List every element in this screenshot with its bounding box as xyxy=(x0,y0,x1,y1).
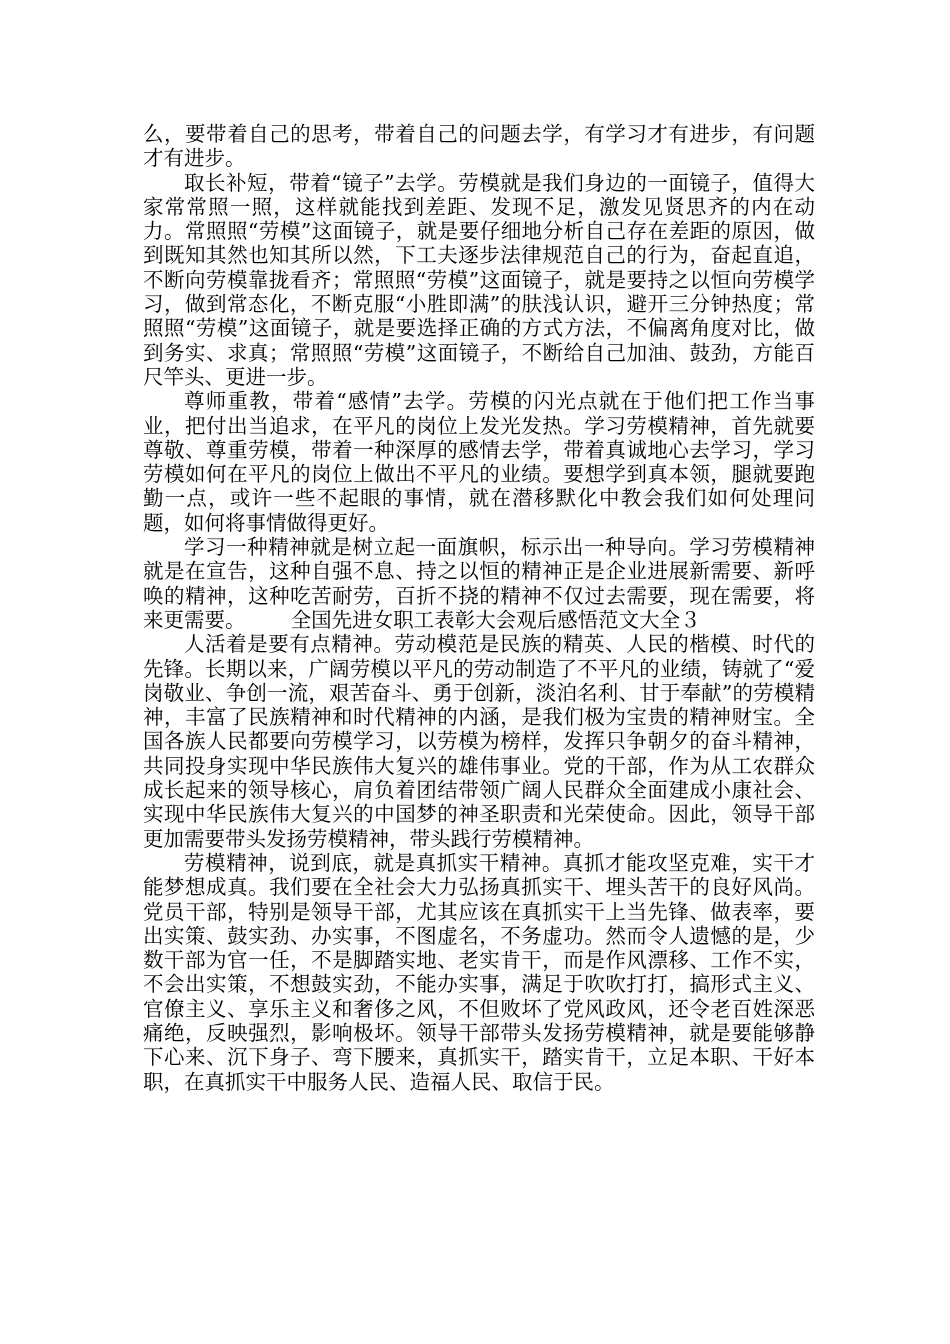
paragraph-1-text: 么，要带着自己的思考，带着自己的问题去学，有学习才有进步，有问题才有进步。 xyxy=(143,122,815,171)
paragraph-4-text: 学习一种精神就是树立起一面旗帜，标示出一种导向。学习劳模精神就是在宣告，这种自强不息、持之以恒的精神正是企业进展新需要、新呼唤的精神，这种吃苦耐劳，百折不挠的精神不仅过去需要，现在需要，将来更需要。 xyxy=(143,535,815,632)
paragraph-6-text: 劳模精神，说到底，就是真抓实干精神。真抓才能攻坚克难，实干才能梦想成真。我们要在全社会大力弘扬真抓实干、埋头苦干的良好风尚。党员干部，特别是领导干部，尤其应该在真抓实干上当先锋、做表率，要出实策、鼓实劲、办实事，不图虚名，不务虚功。然而令人遗憾的是，少数干部为官一任，不是脚踏实地、老实肯干，而是作风漂移、工作不实，不会出实策，不想鼓实劲，不能办实事，满足于吹吹打打，搞形式主义、官僚主义、享乐主义和奢侈之风，不但败坏了党风政风，还令老百姓深恶痛绝，反映强烈，影响极坏。领导干部带头发扬劳模精神，就是要能够静下心来、沉下身子、弯下腰来，真抓实干，踏实肯干，立足本职、干好本职，在真抓实干中服务人民、造福人民、取信于民。 xyxy=(143,850,815,1094)
paragraph-1 xyxy=(143,122,815,171)
paragraph-2 xyxy=(143,171,815,390)
paragraph-2-text: 取长补短，带着“镜子”去学。劳模就是我们身边的一面镜子，值得大家常常照一照，这样就能找到差距、发现不足，激发见贤思齐的内在动力。常照照“劳模”这面镜子，就是要仔细地分析自己存在差距的原因，做到既知其然也知其所以然，下工夫逐步法律规范自己的行为，奋起直追，不断向劳模靠拢看齐；常照照“劳模”这面镜子，就是要持之以恒向劳模学习，做到常态化，不断克服“小胜即满”的肤浅认识，避开三分钟热度；常照照“劳模”这面镜子，就是要选择正确的方式方法，不偏离角度对比，做到务实、求真；常照照“劳模”这面镜子，不断给自己加油、鼓劲，方能百尺竿头、更进一步。 xyxy=(143,170,815,389)
paragraph-5-text: 人活着是要有点精神。劳动模范是民族的精英、人民的楷模、时代的先锋。长期以来，广阔劳模以平凡的劳动制造了不平凡的业绩，铸就了“爱岗敬业、争创一流，艰苦奋斗、勇于创新，淡泊名利、甘于奉献”的劳模精神，丰富了民族精神和时代精神的内涵，是我们极为宝贵的精神财宝。全国各族人民都要向劳模学习，以劳模为榜样，发挥只争朝夕的奋斗精神，共同投身实现中华民族伟大复兴的雄伟事业。党的干部，作为从工农群众成长起来的领导核心，肩负着团结带领广阔人民群众全面建成小康社会、实现中华民族伟大复兴的中国梦的神圣职责和光荣使命。因此，领导干部更加需要带头发扬劳模精神，带头践行劳模精神。 xyxy=(143,632,815,851)
section-heading: 全国先进女职工表彰大会观后感悟范文大全３ xyxy=(290,607,701,632)
document-body xyxy=(143,122,815,1094)
paragraph-6 xyxy=(143,851,815,1094)
paragraph-3-text: 尊师重教，带着“感情”去学。劳模的闪光点就在于他们把工作当事业，把付出当追求，在平凡的岗位上发光发热。学习劳模精神，首先就要尊敬、尊重劳模，带着一种深厚的感情去学，带着真诚地心去学习，学习劳模如何在平凡的岗位上做出不平凡的业绩。要想学到真本领，腿就要跑勤一点，或许一些不起眼的事情，就在潜移默化中教会我们如何处理问题，如何将事情做得更好。 xyxy=(143,389,815,535)
paragraph-3 xyxy=(143,389,815,535)
paragraph-5 xyxy=(143,632,815,851)
paragraph-4 xyxy=(143,535,815,632)
